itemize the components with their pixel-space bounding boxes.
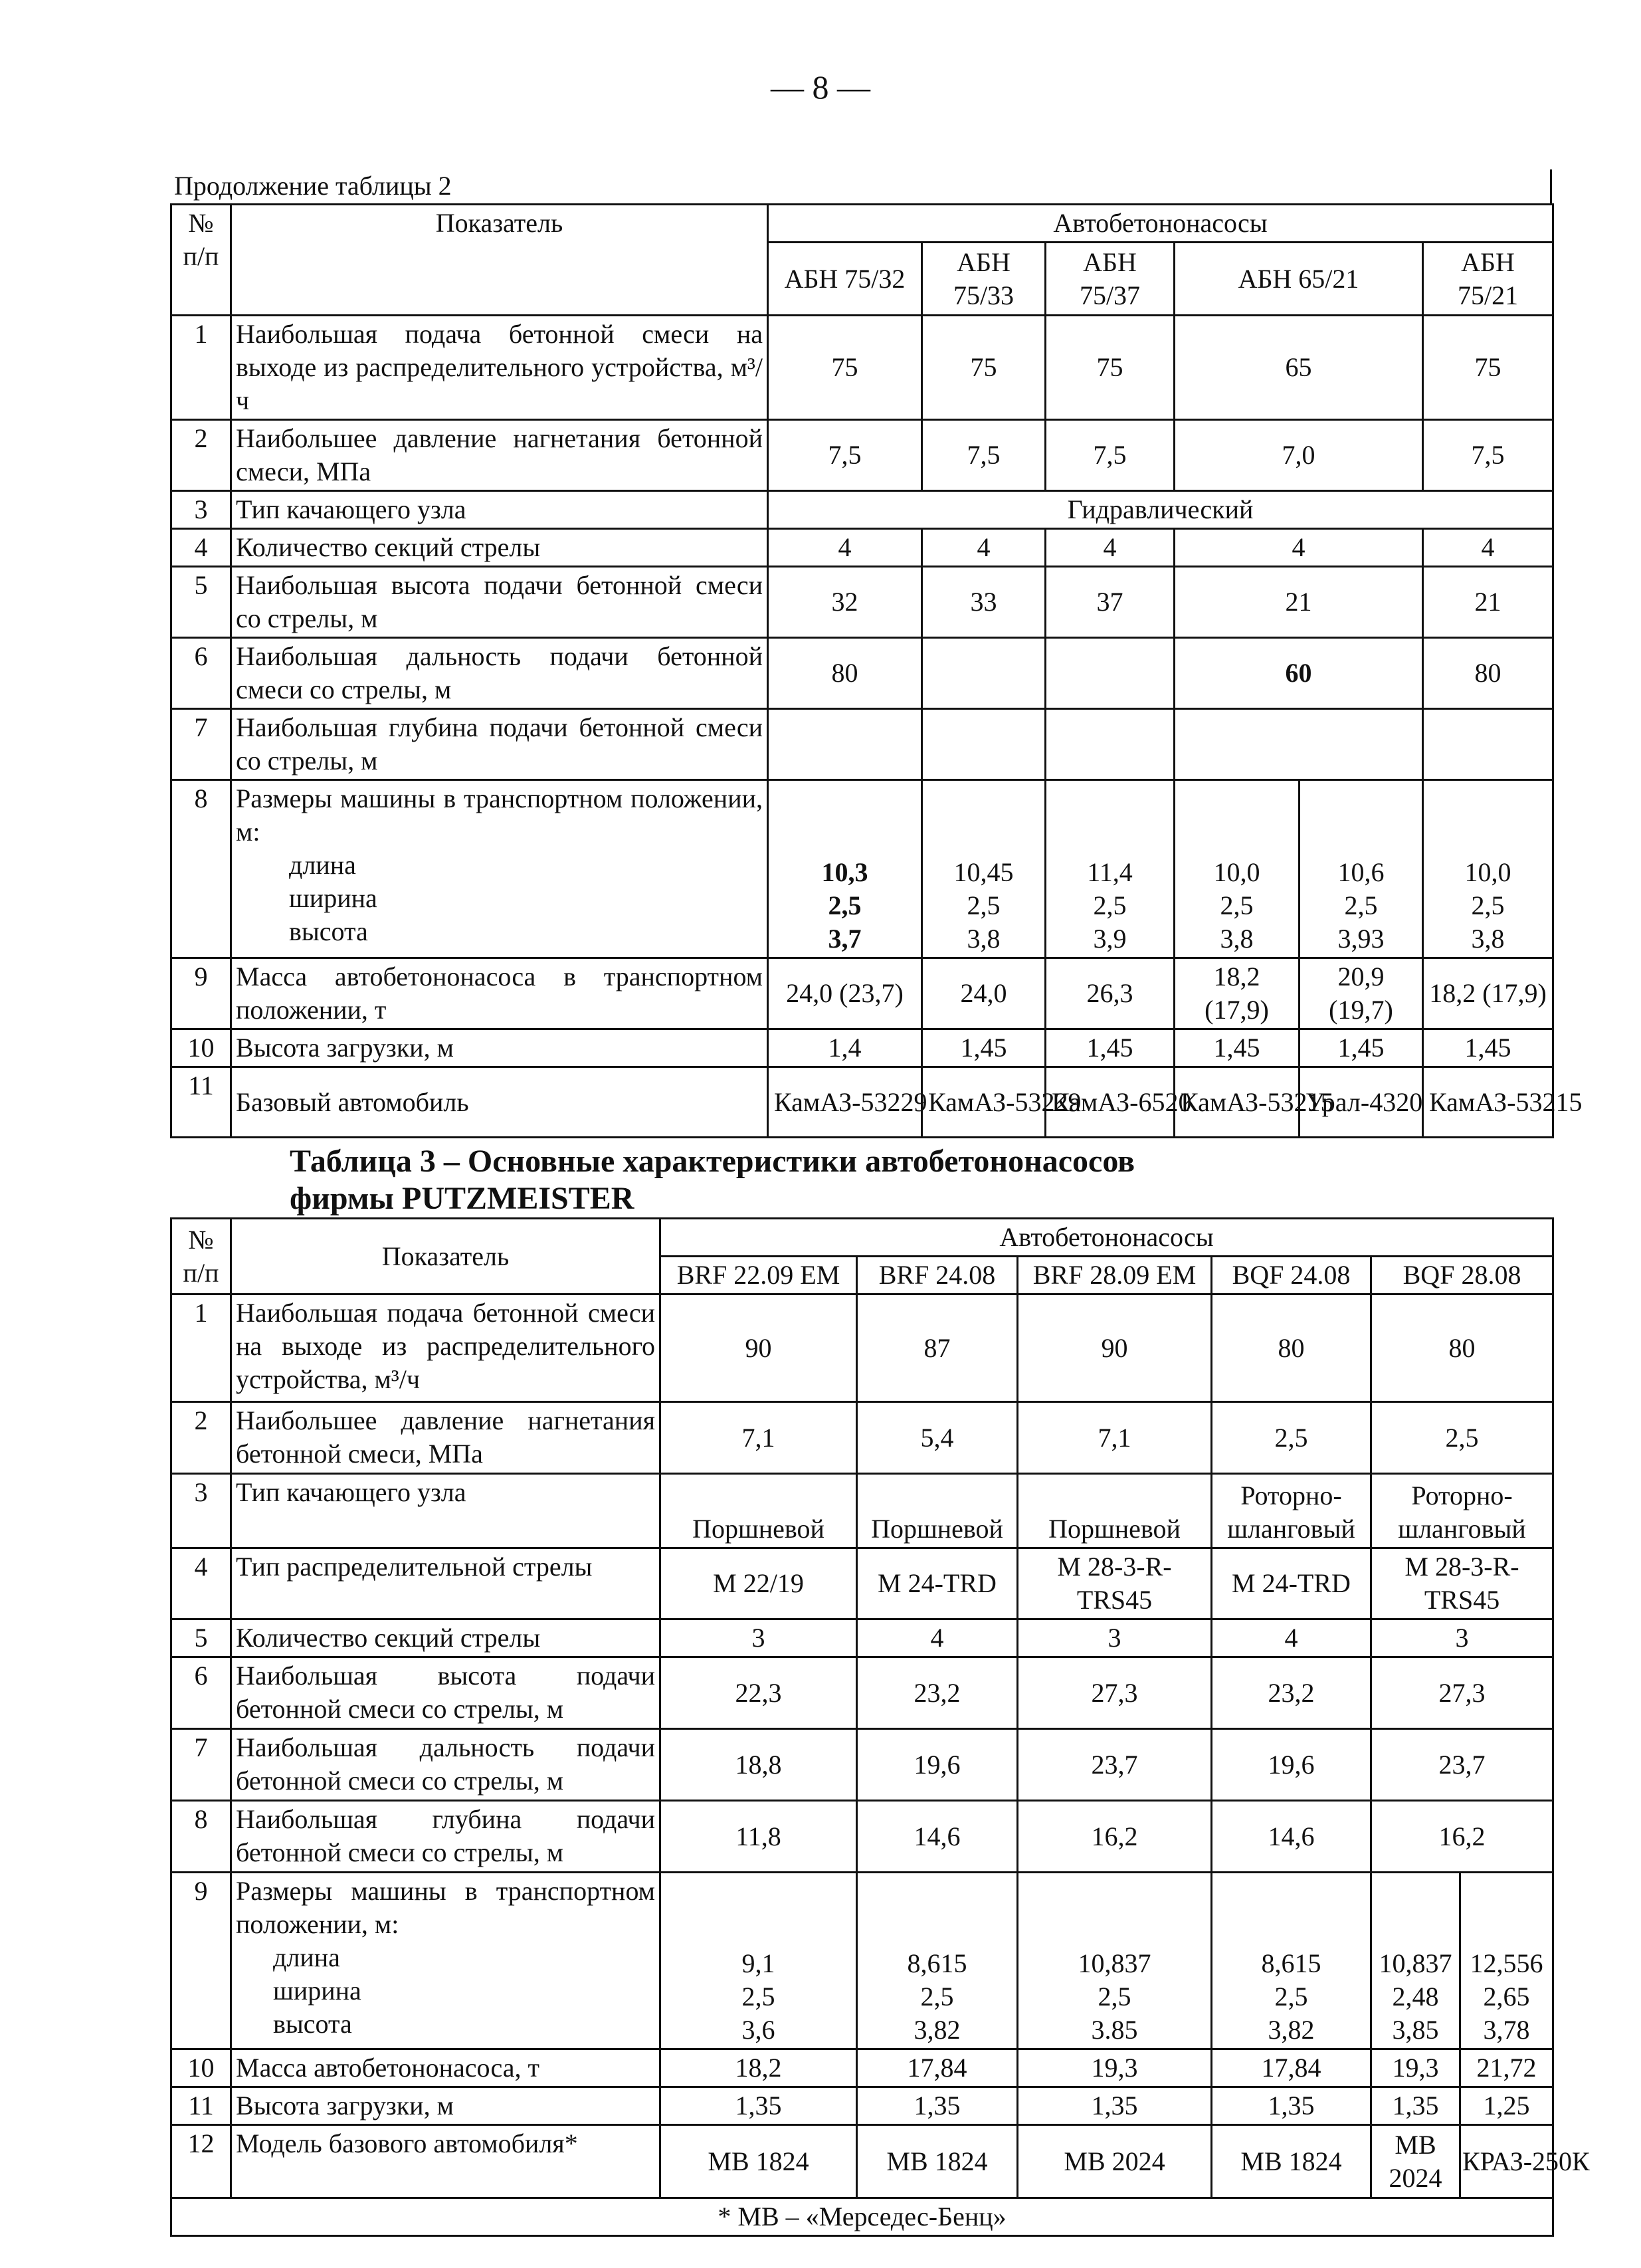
sub-label: высота (289, 916, 368, 946)
cell: 27,3 (1371, 1657, 1553, 1729)
cell: 80 (768, 638, 922, 709)
table3 (170, 1217, 1590, 2237)
row-no: 9 (171, 958, 231, 1029)
footnote: * МВ – «Мерседес-Бенц» (171, 2198, 1553, 2236)
cell: 1,45 (1046, 1029, 1175, 1067)
cell: 21 (1175, 567, 1423, 638)
table-row (171, 1657, 1553, 1729)
sub-label: длина (273, 1942, 340, 1972)
t2-header-group: Автобетононасосы (768, 205, 1553, 243)
cell: Гидравлический (768, 491, 1553, 529)
cell: 14,6 (857, 1801, 1018, 1873)
cell: 10,837 2,48 3,85 (1371, 1873, 1460, 2049)
cell: 3 (1371, 1619, 1553, 1657)
table-row (171, 567, 1553, 638)
row-label: Базовый автомобиль (231, 1067, 768, 1138)
sub-label: ширина (273, 1976, 361, 2006)
table-row (171, 638, 1553, 709)
row-no: 10 (171, 1029, 231, 1067)
cell: 1,45 (1423, 1029, 1553, 1067)
cell: M 24-TRD (857, 1548, 1018, 1619)
cell: 10,837 2,5 3.85 (1018, 1873, 1212, 2049)
cell: 65 (1175, 316, 1423, 420)
cell: 11,8 (660, 1801, 857, 1873)
cell: 87 (857, 1294, 1018, 1402)
row-no: 6 (171, 1657, 231, 1729)
row-label: Масса автобетононасоса, т (231, 2049, 660, 2087)
cell: 4 (922, 529, 1046, 567)
cell (1423, 709, 1553, 780)
cell: 24,0 (922, 958, 1046, 1029)
cell: 10,6 2,5 3,93 (1300, 780, 1423, 958)
cell: 37 (1046, 567, 1175, 638)
cell: КамАЗ-53229 (768, 1067, 922, 1138)
cell: 1,35 (1371, 2087, 1460, 2125)
cell: 5,4 (857, 1402, 1018, 1474)
cell: 4 (768, 529, 922, 567)
cell: 75 (768, 316, 922, 420)
table-row (171, 1548, 1553, 1619)
cell (1046, 709, 1175, 780)
cell: 4 (1212, 1619, 1371, 1657)
cell: Поршневой (1018, 1474, 1212, 1548)
table-row (171, 1619, 1553, 1657)
cell: 7,1 (1018, 1402, 1212, 1474)
cell: 23,2 (857, 1657, 1018, 1729)
cell: 10,0 2,5 3,8 (1175, 780, 1300, 958)
row-no: 6 (171, 638, 231, 709)
row-label: Наибольшее давление нагнетания бетонной смеси, МПа (231, 420, 768, 491)
row-no: 11 (171, 2087, 231, 2125)
row-no: 3 (171, 1474, 231, 1548)
cell: 4 (857, 1619, 1018, 1657)
t2-header-indicator: Показатель (231, 205, 768, 316)
cell: 7,5 (768, 420, 922, 491)
row-label: Высота загрузки, м (231, 1029, 768, 1067)
row-label: Наибольшее давление нагнетания бетонной смеси, МПа (231, 1402, 660, 1474)
table3-title-line: Таблица 3 – Основные характеристики автобетононасосов (290, 1144, 1135, 1179)
cell: 90 (660, 1294, 857, 1402)
cell: 16,2 (1018, 1801, 1212, 1873)
t3-header-no: № п/п (171, 1219, 231, 1294)
cell: M 28-3-R-TRS45 (1018, 1548, 1212, 1619)
cell: MB 1824 (660, 2125, 857, 2198)
cell: 14,6 (1212, 1801, 1371, 1873)
cell: 22,3 (660, 1657, 857, 1729)
cell: 9,1 2,5 3,6 (660, 1873, 857, 2049)
cell: 1,45 (1175, 1029, 1300, 1067)
cell: 8,615 2,5 3,82 (857, 1873, 1018, 2049)
cell: 1,35 (857, 2087, 1018, 2125)
cell (1046, 638, 1175, 709)
table-row (171, 1729, 1553, 1801)
cell: 19,3 (1371, 2049, 1460, 2087)
cell: 23,7 (1371, 1729, 1553, 1801)
cell: 7,0 (1175, 420, 1423, 491)
cell: 60 (1175, 638, 1423, 709)
cell: 24,0 (23,7) (768, 958, 922, 1029)
cell: Поршневой (660, 1474, 857, 1548)
cell: 1,25 (1460, 2087, 1553, 2125)
cell (1175, 709, 1423, 780)
footnote-row (171, 2198, 1553, 2236)
cell: 10,45 2,5 3,8 (922, 780, 1046, 958)
row-label: Наибольшая высота подачи бетонной смеси со стрелы, м (231, 1657, 660, 1729)
row-label: Тип качающего узла (231, 491, 768, 529)
cell: 7,5 (1423, 420, 1553, 491)
cell: MB 1824 (857, 2125, 1018, 2198)
cell: 17,84 (1212, 2049, 1371, 2087)
table3-title (290, 1143, 1135, 1217)
cell: MB 2024 (1018, 2125, 1212, 2198)
row-no: 2 (171, 420, 231, 491)
cell: 1,35 (660, 2087, 857, 2125)
t3-model: BRF 28.09 EM (1018, 1257, 1212, 1294)
row-label (231, 780, 768, 958)
right-border-line (1550, 169, 1552, 204)
cell: 33 (922, 567, 1046, 638)
cell: 10,3 2,5 3,7 (768, 780, 922, 958)
row-label (231, 1873, 660, 2049)
cell: Роторно-шланговый (1212, 1474, 1371, 1548)
row-no: 4 (171, 1548, 231, 1619)
cell: M 24-TRD (1212, 1548, 1371, 1619)
cell: 26,3 (1046, 958, 1175, 1029)
table-row (171, 1402, 1553, 1474)
cell: 10,0 2,5 3,8 (1423, 780, 1553, 958)
row-label: Наибольшая дальность подачи бетонной смеси со стрелы, м (231, 638, 768, 709)
cell: 80 (1423, 638, 1553, 709)
cell (922, 709, 1046, 780)
row-label: Наибольшая подача бетонной смеси на выходе из распределительного устройства, м³/ч (231, 316, 768, 420)
row-label-text: Размеры машины в транспортном положении, м: (236, 1876, 655, 1939)
t3-model: BQF 24.08 (1212, 1257, 1371, 1294)
cell: 20,9 (19,7) (1300, 958, 1423, 1029)
cell: 16,2 (1371, 1801, 1553, 1873)
table3-title-line: фирмы PUTZMEISTER (290, 1181, 634, 1216)
cell: Роторно-шланговый (1371, 1474, 1553, 1548)
cell: 27,3 (1018, 1657, 1212, 1729)
row-label: Количество секций стрелы (231, 1619, 660, 1657)
table-row (171, 1294, 1553, 1402)
cell: 12,556 2,65 3,78 (1460, 1873, 1553, 2049)
row-no: 8 (171, 1801, 231, 1873)
row-no: 10 (171, 2049, 231, 2087)
row-label: Высота загрузки, м (231, 2087, 660, 2125)
cell: 1,4 (768, 1029, 922, 1067)
row-label-text: Размеры машины в транспортном положении, м: (236, 783, 763, 847)
row-no: 5 (171, 1619, 231, 1657)
cell: 80 (1212, 1294, 1371, 1402)
cell: 80 (1371, 1294, 1553, 1402)
table-row (171, 2049, 1553, 2087)
sub-label: длина (289, 850, 356, 880)
row-no: 9 (171, 1873, 231, 2049)
cell: 2,5 (1371, 1402, 1553, 1474)
cell: 1,35 (1018, 2087, 1212, 2125)
table-row (171, 958, 1553, 1029)
cell: КамАЗ-53229 (922, 1067, 1046, 1138)
cell: КамАЗ-53215 (1175, 1067, 1300, 1138)
row-no: 12 (171, 2125, 231, 2198)
cell: КамАЗ-6520 (1046, 1067, 1175, 1138)
table-row (171, 1801, 1553, 1873)
cell: 18,8 (660, 1729, 857, 1801)
row-label: Количество секций стрелы (231, 529, 768, 567)
cell: 75 (922, 316, 1046, 420)
cell: 4 (1046, 529, 1175, 567)
cell: M 28-3-R-TRS45 (1371, 1548, 1553, 1619)
cell: 18,2 (17,9) (1423, 958, 1553, 1029)
cell: 90 (1018, 1294, 1212, 1402)
t2-model: АБН 75/32 (768, 243, 922, 316)
cell: 18,2 (660, 2049, 857, 2087)
row-no: 2 (171, 1402, 231, 1474)
table-row (171, 2087, 1553, 2125)
cell: 17,84 (857, 2049, 1018, 2087)
cell: 1,45 (922, 1029, 1046, 1067)
t3-model: BQF 28.08 (1371, 1257, 1553, 1294)
cell: 8,615 2,5 3,82 (1212, 1873, 1371, 2049)
cell: 19,3 (1018, 2049, 1212, 2087)
table-row (171, 316, 1553, 420)
cell: 7,5 (922, 420, 1046, 491)
cell: 4 (1175, 529, 1423, 567)
sub-label: высота (273, 2009, 352, 2039)
cell: 3 (1018, 1619, 1212, 1657)
cell: 23,7 (1018, 1729, 1212, 1801)
t2-model: АБН 75/21 (1423, 243, 1553, 316)
row-no: 4 (171, 529, 231, 567)
cell (768, 709, 922, 780)
cell: 7,1 (660, 1402, 857, 1474)
cell: 1,45 (1300, 1029, 1423, 1067)
cell: 7,5 (1046, 420, 1175, 491)
cell: 21 (1423, 567, 1553, 638)
row-label: Тип качающего узла (231, 1474, 660, 1548)
table-row (171, 1474, 1553, 1548)
t3-header-indicator: Показатель (231, 1219, 660, 1294)
cell: 18,2 (17,9) (1175, 958, 1300, 1029)
table-row (171, 2125, 1553, 2198)
row-no: 5 (171, 567, 231, 638)
cell: Поршневой (857, 1474, 1018, 1548)
row-label: Тип распределительной стрелы (231, 1548, 660, 1619)
cell: 32 (768, 567, 922, 638)
cell: 75 (1423, 316, 1553, 420)
cell: 4 (1423, 529, 1553, 567)
row-no: 1 (171, 1294, 231, 1402)
row-no: 1 (171, 316, 231, 420)
t3-header-group: Автобетононасосы (660, 1219, 1553, 1257)
table-row (171, 1873, 1553, 2049)
row-no: 11 (171, 1067, 231, 1138)
row-label: Наибольшая подача бетонной смеси на выходе из распределительного устройства, м³/ч (231, 1294, 660, 1402)
row-no: 8 (171, 780, 231, 958)
t2-header-no: № п/п (171, 205, 231, 316)
cell: M 22/19 (660, 1548, 857, 1619)
cell (922, 638, 1046, 709)
table2 (170, 203, 1583, 1138)
row-label: Модель базового автомобиля* (231, 2125, 660, 2198)
row-label: Наибольшая высота подачи бетонной смеси со стрелы, м (231, 567, 768, 638)
row-no: 7 (171, 709, 231, 780)
table-row (171, 529, 1553, 567)
table-row (171, 491, 1553, 529)
page-number: — 8 — (771, 68, 870, 106)
row-label: Наибольшая дальность подачи бетонной смеси со стрелы, м (231, 1729, 660, 1801)
row-label: Масса автобетононасоса в транспортном положении, т (231, 958, 768, 1029)
row-label: Наибольшая глубина подачи бетонной смеси со стрелы, м (231, 709, 768, 780)
cell: MB 1824 (1212, 2125, 1371, 2198)
cell: 19,6 (857, 1729, 1018, 1801)
t2-model: АБН 75/33 (922, 243, 1046, 316)
cell: 1,35 (1212, 2087, 1371, 2125)
t2-model: АБН 65/21 (1175, 243, 1423, 316)
row-no: 7 (171, 1729, 231, 1801)
table-row (171, 780, 1553, 958)
t3-model: BRF 24.08 (857, 1257, 1018, 1294)
table-row (171, 1067, 1553, 1138)
cell: КамАЗ-53215 (1423, 1067, 1553, 1138)
cell: 3 (660, 1619, 857, 1657)
cell: Урал-4320 (1300, 1067, 1423, 1138)
sub-label: ширина (289, 883, 377, 913)
cell: MB 2024 (1371, 2125, 1460, 2198)
cell: 2,5 (1212, 1402, 1371, 1474)
table-row (171, 709, 1553, 780)
table2-continuation-label: Продолжение таблицы 2 (174, 171, 452, 201)
row-no: 3 (171, 491, 231, 529)
cell: 75 (1046, 316, 1175, 420)
t2-model: АБН 75/37 (1046, 243, 1175, 316)
cell: 23,2 (1212, 1657, 1371, 1729)
cell: 21,72 (1460, 2049, 1553, 2087)
table-row (171, 1029, 1553, 1067)
cell: КРАЗ-250К (1460, 2125, 1553, 2198)
table-row (171, 420, 1553, 491)
cell: 19,6 (1212, 1729, 1371, 1801)
row-label: Наибольшая глубина подачи бетонной смеси со стрелы, м (231, 1801, 660, 1873)
t3-model: BRF 22.09 EM (660, 1257, 857, 1294)
cell: 11,4 2,5 3,9 (1046, 780, 1175, 958)
